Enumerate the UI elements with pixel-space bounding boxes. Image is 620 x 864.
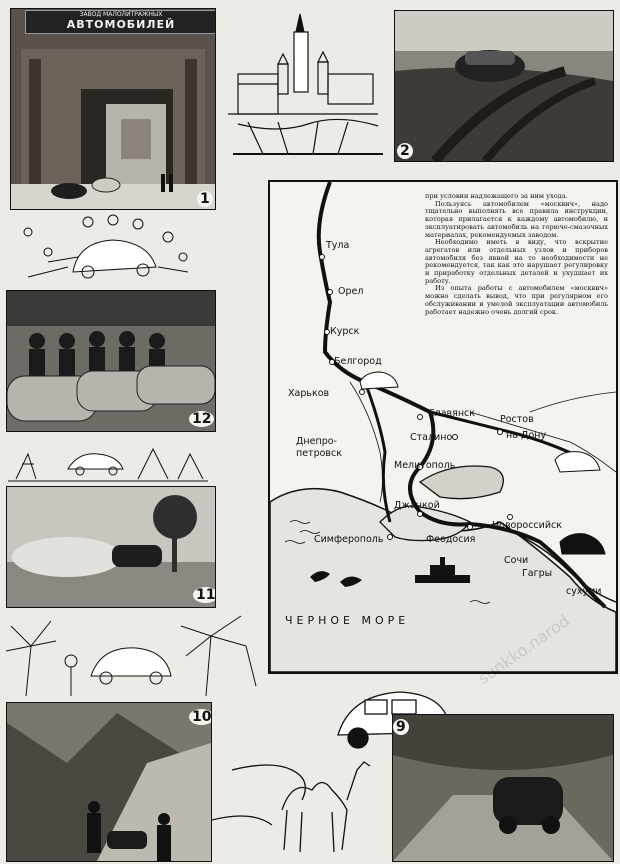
city-dot-kursk bbox=[325, 330, 330, 335]
city-label-novorossiysk: Новороссийск bbox=[492, 520, 562, 531]
city-dot-simferopol bbox=[388, 535, 393, 540]
article-paragraph: Из опыта работы с автомобилем «москвич» можно сделать вывод, что при регулярном его обслуживании и умелой эксплуатации автомобиль работает надежно очень долгий срок. bbox=[425, 284, 608, 316]
car-icon bbox=[555, 452, 600, 472]
sea-label: ЧЕРНОЕ МОРЕ bbox=[285, 614, 410, 627]
article-text bbox=[425, 193, 608, 316]
city-dot-rostov bbox=[498, 430, 503, 435]
city-label-gagry: Гагры bbox=[522, 568, 553, 579]
kremlin-illustration bbox=[218, 4, 390, 180]
city-label-stalino: Сталино bbox=[410, 432, 453, 443]
photo-number-1: 1 bbox=[197, 191, 213, 207]
article-paragraph: Пользуясь автомобилем «москвич», надо тщательно выполнять все правила инструкции, которая прилагается к каждому автомобилю, и эксплуатировать автомобиль на горюче-смазочных материалах, рекомендуемых заводом. bbox=[425, 199, 608, 239]
group-with-cars-illustration bbox=[7, 291, 215, 431]
city-label-dnepro-1: Днепро- bbox=[296, 436, 337, 447]
article-paragraph: при условии надлежащего за ним ухода. bbox=[425, 192, 568, 200]
photo-rocky-road bbox=[392, 714, 614, 862]
city-label-simferopol: Симферополь bbox=[314, 534, 384, 545]
car-snow-sketch bbox=[8, 434, 208, 484]
route-branch bbox=[365, 382, 390, 522]
city-label-rostov-2: на Дону bbox=[506, 430, 547, 441]
city-label-dnepro-2: петровск bbox=[296, 448, 342, 459]
palm-trees-illustration bbox=[6, 606, 276, 702]
city-label-feodosia: Феодосия bbox=[426, 534, 476, 545]
article-paragraph: Необходимо иметь в виду, что вскрытие агрегатов или отдельных узлов и приборов автомобиля без явной на то необходимости не рекомендуется, так как это нарушает регулировку и приработку отдельных деталей и ухудшает их работу. bbox=[425, 238, 608, 285]
city-dot-stalino bbox=[453, 435, 458, 440]
palm-trees-sketch bbox=[6, 606, 276, 702]
muddy-road-illustration bbox=[395, 11, 613, 161]
photo-mountain-road bbox=[6, 702, 212, 862]
city-dot-orel bbox=[328, 290, 333, 295]
city-label-melitopol: Мелитополь bbox=[394, 460, 456, 471]
photo-group-with-cars bbox=[6, 290, 216, 432]
city-label-sochi: Сочи bbox=[504, 555, 529, 566]
rocky-road-illustration bbox=[393, 715, 613, 861]
photo-number-10: 10 bbox=[189, 709, 212, 725]
photo-muddy-road bbox=[394, 10, 614, 162]
factory-sign-line2: АВТОМОБИЛЕЙ bbox=[66, 18, 176, 31]
moscow-sketch bbox=[218, 4, 390, 180]
factory-gate-illustration bbox=[11, 9, 215, 209]
city-label-kharkov: Харьков bbox=[288, 388, 330, 399]
city-dot-novorossiysk bbox=[508, 515, 513, 520]
mountain-road-illustration bbox=[7, 703, 211, 861]
city-label-kursk: Курск bbox=[330, 326, 360, 337]
city-dot-feodosia bbox=[468, 525, 473, 530]
city-label-rostov-1: Ростов bbox=[500, 414, 534, 425]
photo-number-11: 11 bbox=[193, 587, 216, 603]
car-icon bbox=[360, 372, 398, 389]
factory-sign-line1: ЗАВОД МАЛОЛИТРАЖНЫХ bbox=[79, 11, 163, 18]
city-label-belgorod: Белгород bbox=[334, 356, 382, 367]
city-label-dzhankoi: Джанкой bbox=[394, 500, 440, 511]
car-dust-road-illustration bbox=[7, 487, 215, 607]
watermark: sunkko.narod bbox=[474, 610, 574, 689]
city-label-sukhumi: сухуми bbox=[566, 586, 602, 597]
car-with-flowers-illustration bbox=[18, 212, 194, 282]
photo-number-9: 9 bbox=[393, 719, 409, 735]
city-label-slavyansk: Славянск bbox=[428, 408, 476, 419]
photo-factory-gate bbox=[10, 8, 216, 210]
car-icon bbox=[560, 534, 605, 554]
photo-car-dust-road bbox=[6, 486, 216, 608]
photo-number-2: 2 bbox=[397, 143, 413, 159]
city-label-orel: Орел bbox=[338, 286, 364, 297]
photo-number-12: 12 bbox=[189, 411, 214, 427]
factory-sign bbox=[25, 10, 216, 34]
city-label-tula: Тула bbox=[326, 240, 350, 251]
city-dot-kharkov bbox=[360, 390, 365, 395]
city-dot-slavyansk bbox=[418, 415, 423, 420]
city-dot-dzhankoi bbox=[418, 512, 423, 517]
car-snow-illustration bbox=[8, 434, 208, 484]
car-with-flowers-sketch bbox=[18, 212, 194, 282]
city-dot-tula bbox=[320, 255, 325, 260]
